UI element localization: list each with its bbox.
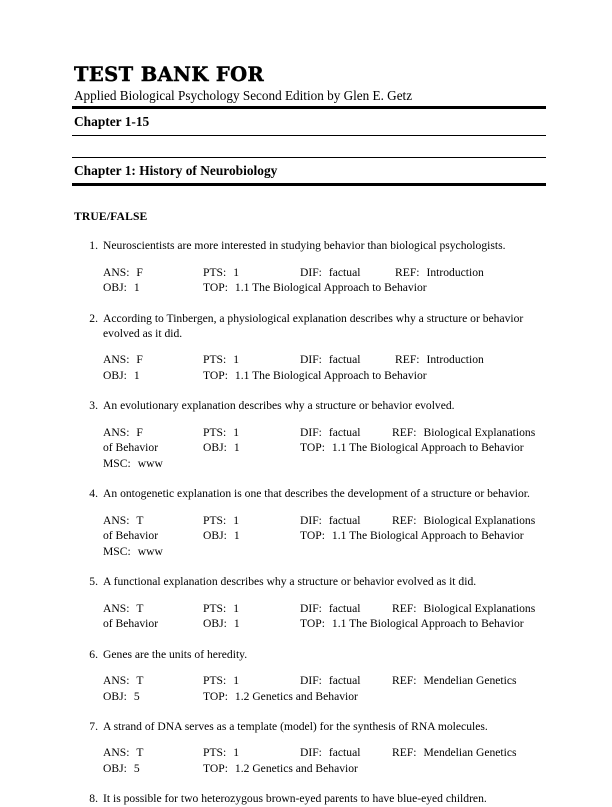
obj-field xyxy=(103,280,140,295)
dif-field-value: factual xyxy=(328,746,361,760)
obj-field-value: 1 xyxy=(233,617,240,631)
pts-field-value: 1 xyxy=(233,601,239,615)
question-number: 3. xyxy=(89,399,98,413)
answer-metadata-block xyxy=(72,352,546,383)
dif-field-value: factual xyxy=(328,353,361,367)
ref-field-value: Biological Explanations xyxy=(423,513,536,527)
dif-label: DIF: xyxy=(300,746,322,760)
top-field xyxy=(300,528,524,543)
dif-field xyxy=(300,352,360,367)
ref-label: REF: xyxy=(392,425,417,439)
ans-label: ANS: xyxy=(103,353,130,367)
question-number: 7. xyxy=(89,720,98,734)
top-label: TOP: xyxy=(300,617,325,631)
question-text: An ontogenetic explanation is one that describes the development of a structure or behavior. xyxy=(103,487,530,501)
ans-field-value: T xyxy=(136,746,144,760)
dif-field-value: factual xyxy=(328,265,361,279)
ans-field xyxy=(103,673,144,688)
question-text: According to Tinbergen, a physiological explanation describes why a structure or behavior evolved as it did. xyxy=(103,311,524,341)
pts-field-value: 1 xyxy=(233,746,239,760)
dif-label: DIF: xyxy=(300,353,322,367)
ref-field xyxy=(392,673,517,688)
pts-label: PTS: xyxy=(203,265,227,279)
answer-metadata-block xyxy=(72,425,546,472)
rule-below-chapter-heading xyxy=(72,183,546,186)
dif-field xyxy=(300,601,360,616)
pts-field xyxy=(203,673,239,688)
top-label: TOP: xyxy=(300,529,325,543)
ans-field-value: F xyxy=(136,353,143,367)
ans-field-value: F xyxy=(136,425,143,439)
pts-field xyxy=(203,513,239,528)
question-text: Neuroscientists are more interested in studying behavior than biological psychologists. xyxy=(103,239,506,253)
obj-field xyxy=(103,368,140,383)
question-row xyxy=(72,574,546,589)
question-number: 5. xyxy=(89,575,98,589)
ans-label: ANS: xyxy=(103,265,130,279)
questions-list xyxy=(72,238,546,807)
obj-label: OBJ: xyxy=(103,368,127,382)
ref-continuation xyxy=(103,528,158,543)
question-row xyxy=(72,311,546,342)
ans-field xyxy=(103,601,144,616)
pts-label: PTS: xyxy=(203,601,227,615)
obj-field xyxy=(103,689,140,704)
answer-metadata-block xyxy=(72,673,546,704)
question-block xyxy=(72,647,546,704)
dif-field-value: factual xyxy=(328,601,361,615)
dif-label: DIF: xyxy=(300,601,322,615)
page-content xyxy=(72,64,546,807)
top-field-value: 1.1 The Biological Approach to Behavior xyxy=(331,617,524,631)
ref-label: REF: xyxy=(395,353,420,367)
ans-label: ANS: xyxy=(103,601,130,615)
dif-field-value: factual xyxy=(328,674,361,688)
ans-field xyxy=(103,425,143,440)
top-field-value: 1.2 Genetics and Behavior xyxy=(234,761,358,775)
pts-field-value: 1 xyxy=(233,265,239,279)
dif-field xyxy=(300,425,360,440)
question-row xyxy=(72,486,546,501)
ref-continuation-value: of Behavior xyxy=(103,441,159,455)
answer-line-tertiary xyxy=(103,456,546,472)
ans-field-value: T xyxy=(136,601,144,615)
answer-line-secondary xyxy=(103,528,546,544)
section-label-true-false: TRUE/FALSE xyxy=(74,210,148,224)
pts-field xyxy=(203,425,239,440)
ans-field-value: F xyxy=(136,265,143,279)
ref-label: REF: xyxy=(395,265,420,279)
obj-field xyxy=(103,761,140,776)
msc-field xyxy=(103,456,163,471)
obj-field xyxy=(203,616,240,631)
ref-label: REF: xyxy=(392,746,417,760)
top-field-value: 1.2 Genetics and Behavior xyxy=(234,689,358,703)
obj-label: OBJ: xyxy=(203,441,227,455)
answer-metadata-block xyxy=(72,513,546,560)
dif-field xyxy=(300,265,360,280)
top-label: TOP: xyxy=(203,761,228,775)
answer-line-secondary xyxy=(103,440,546,456)
msc-field-value: www xyxy=(137,544,163,558)
pts-field xyxy=(203,265,239,280)
ans-label: ANS: xyxy=(103,674,130,688)
dif-label: DIF: xyxy=(300,425,322,439)
answer-line-secondary xyxy=(103,689,546,705)
obj-field-value: 5 xyxy=(133,689,140,703)
ans-field xyxy=(103,745,144,760)
question-row xyxy=(72,398,546,413)
ref-field-value: Biological Explanations xyxy=(423,601,536,615)
heading-spacer xyxy=(72,136,546,157)
ref-field xyxy=(395,352,484,367)
top-field-value: 1.1 The Biological Approach to Behavior xyxy=(234,368,427,382)
top-field xyxy=(300,440,524,455)
ref-field xyxy=(392,745,517,760)
ref-continuation xyxy=(103,440,158,455)
ref-continuation-value: of Behavior xyxy=(103,617,159,631)
ref-label: REF: xyxy=(392,513,417,527)
answer-line-secondary xyxy=(103,368,546,384)
obj-field xyxy=(203,440,240,455)
document-subtitle: Applied Biological Psychology Second Edition by Glen E. Getz xyxy=(74,87,413,103)
dif-field xyxy=(300,673,360,688)
pts-label: PTS: xyxy=(203,513,227,527)
answer-line-tertiary xyxy=(103,544,546,560)
question-row xyxy=(72,719,546,734)
obj-field-value: 1 xyxy=(233,441,240,455)
pts-label: PTS: xyxy=(203,746,227,760)
pts-field xyxy=(203,745,239,760)
ref-label: REF: xyxy=(392,674,417,688)
ref-field-value: Introduction xyxy=(426,265,484,279)
dif-label: DIF: xyxy=(300,265,322,279)
question-row xyxy=(72,238,546,253)
pts-label: PTS: xyxy=(203,674,227,688)
question-block xyxy=(72,719,546,776)
obj-field-value: 1 xyxy=(233,529,240,543)
answer-line-primary xyxy=(103,425,546,441)
ans-field-value: T xyxy=(136,513,144,527)
msc-field-value: www xyxy=(137,456,163,470)
document-title: TEST BANK FOR xyxy=(74,63,265,86)
pts-field-value: 1 xyxy=(233,513,239,527)
ref-continuation xyxy=(103,616,158,631)
ref-field xyxy=(392,425,535,440)
top-field xyxy=(300,616,524,631)
pts-field-value: 1 xyxy=(233,425,239,439)
ans-label: ANS: xyxy=(103,425,130,439)
question-row xyxy=(72,647,546,662)
answer-metadata-block xyxy=(72,601,546,632)
ref-field-value: Biological Explanations xyxy=(423,425,536,439)
obj-label: OBJ: xyxy=(203,529,227,543)
obj-label: OBJ: xyxy=(103,761,127,775)
ref-label: REF: xyxy=(392,601,417,615)
dif-field-value: factual xyxy=(328,513,361,527)
answer-line-primary xyxy=(103,265,546,281)
pts-label: PTS: xyxy=(203,353,227,367)
question-number: 8. xyxy=(89,792,98,806)
obj-field xyxy=(203,528,240,543)
top-field-value: 1.1 The Biological Approach to Behavior xyxy=(331,441,524,455)
top-label: TOP: xyxy=(203,689,228,703)
ans-field xyxy=(103,352,143,367)
ref-field xyxy=(392,601,535,616)
answer-metadata-block xyxy=(72,745,546,776)
ref-field-value: Introduction xyxy=(426,353,484,367)
answer-metadata-block xyxy=(72,265,546,296)
dif-field xyxy=(300,745,360,760)
answer-line-secondary xyxy=(103,616,546,632)
top-label: TOP: xyxy=(300,441,325,455)
top-label: TOP: xyxy=(203,368,228,382)
answer-line-primary xyxy=(103,513,546,529)
question-block xyxy=(72,311,546,384)
ref-field-value: Mendelian Genetics xyxy=(423,746,517,760)
chapter-range-heading: Chapter 1-15 xyxy=(74,114,150,130)
obj-label: OBJ: xyxy=(203,617,227,631)
answer-line-primary xyxy=(103,601,546,617)
answer-line-primary xyxy=(103,673,546,689)
answer-line-primary xyxy=(103,745,546,761)
question-text: A functional explanation describes why a structure or behavior evolved as it did. xyxy=(103,575,477,589)
question-block xyxy=(72,574,546,631)
pts-field-value: 1 xyxy=(233,674,239,688)
obj-field-value: 1 xyxy=(133,368,140,382)
question-block xyxy=(72,398,546,471)
question-block xyxy=(72,238,546,295)
top-field-value: 1.1 The Biological Approach to Behavior xyxy=(331,529,524,543)
obj-field-value: 1 xyxy=(133,281,140,295)
chapter-heading: Chapter 1: History of Neurobiology xyxy=(74,162,278,178)
question-number: 4. xyxy=(89,487,98,501)
msc-label: MSC: xyxy=(103,544,131,558)
obj-label: OBJ: xyxy=(103,689,127,703)
question-block xyxy=(72,486,546,559)
top-field xyxy=(203,280,427,295)
question-text: An evolutionary explanation describes why a structure or behavior evolved. xyxy=(103,399,455,413)
obj-label: OBJ: xyxy=(103,281,127,295)
top-field xyxy=(203,368,427,383)
question-row xyxy=(72,791,546,806)
question-text: Genes are the units of heredity. xyxy=(103,647,248,661)
ref-continuation-value: of Behavior xyxy=(103,529,159,543)
question-number: 6. xyxy=(89,647,98,661)
dif-field xyxy=(300,513,360,528)
question-text: It is possible for two heterozygous brown-eyed parents to have blue-eyed children. xyxy=(103,792,487,806)
top-label: TOP: xyxy=(203,281,228,295)
question-text: A strand of DNA serves as a template (model) for the synthesis of RNA molecules. xyxy=(103,720,488,734)
question-number: 1. xyxy=(89,239,98,253)
answer-line-secondary xyxy=(103,761,546,777)
ans-field-value: T xyxy=(136,674,144,688)
answer-line-primary xyxy=(103,352,546,368)
ref-field xyxy=(395,265,484,280)
ref-field xyxy=(392,513,535,528)
msc-field xyxy=(103,544,163,559)
ans-label: ANS: xyxy=(103,746,130,760)
dif-label: DIF: xyxy=(300,674,322,688)
dif-field-value: factual xyxy=(328,425,361,439)
pts-label: PTS: xyxy=(203,425,227,439)
obj-field-value: 5 xyxy=(133,761,140,775)
ans-label: ANS: xyxy=(103,513,130,527)
question-block xyxy=(72,791,546,806)
top-field xyxy=(203,689,358,704)
ans-field xyxy=(103,265,143,280)
top-field xyxy=(203,761,358,776)
ans-field xyxy=(103,513,144,528)
ref-field-value: Mendelian Genetics xyxy=(423,674,517,688)
top-field-value: 1.1 The Biological Approach to Behavior xyxy=(234,281,427,295)
pts-field xyxy=(203,601,239,616)
pts-field xyxy=(203,352,239,367)
dif-label: DIF: xyxy=(300,513,322,527)
answer-line-secondary xyxy=(103,280,546,296)
question-number: 2. xyxy=(89,311,98,325)
msc-label: MSC: xyxy=(103,456,131,470)
pts-field-value: 1 xyxy=(233,353,239,367)
